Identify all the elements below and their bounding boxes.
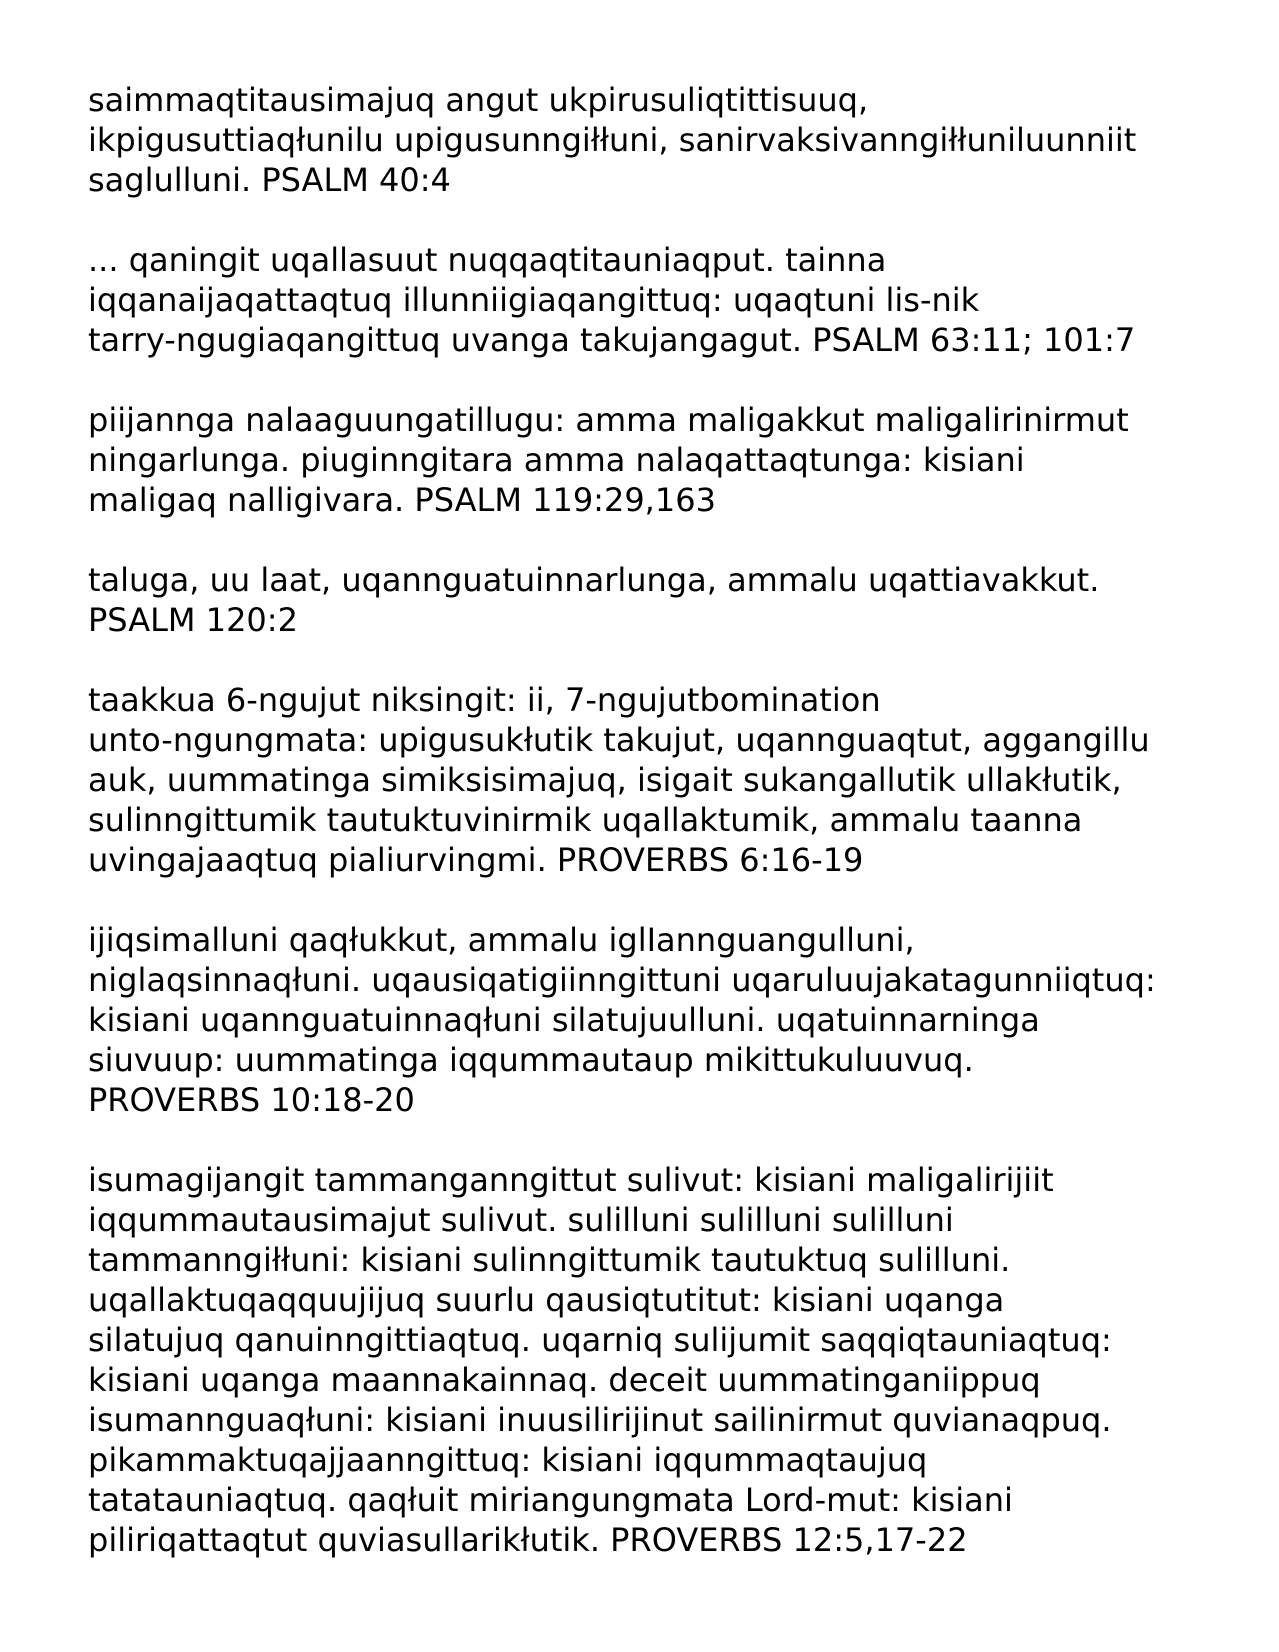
verse-line: piijannga nalaaguungatillugu: amma maligakkut maligalirinirmut (88, 401, 1129, 439)
verse-line: unto-ngungmata: upigusukłutik takujut, uqannguaqtut, aggangillu (88, 721, 1150, 759)
verse-line: PROVERBS 10:18-20 (88, 1081, 415, 1119)
verse-line: isumagijangit tammanganngittut sulivut: kisiani maligalirijiit (88, 1161, 1054, 1199)
verse-block-psalm-63 (88, 240, 1208, 360)
verse-block-psalm-120 (88, 560, 1208, 640)
verse-line: saimmaqtitausimajuq angut ukpirusuliqtittisuuq, (88, 81, 869, 119)
verse-line: tarry-ngugiaqangittuq uvanga takujangagut. PSALM 63:11; 101:7 (88, 321, 1136, 359)
verse-block-proverbs-12 (88, 1160, 1208, 1560)
verse-line: tammanngiłłuni: kisiani sulinngittumik tautuktuq sulilluni. (88, 1241, 1011, 1279)
verse-block-proverbs-6 (88, 680, 1208, 880)
verse-block-proverbs-10 (88, 920, 1208, 1120)
verse-block-psalm-119 (88, 400, 1208, 520)
verse-line: uqallaktuqaqquujijuq suurlu qausiqtutitut: kisiani uqanga (88, 1281, 1005, 1319)
verse-line: siuvuup: uummatinga iqqummautaup mikittukuluuvuq. (88, 1041, 974, 1079)
verse-line: taakkua 6-ngujut niksingit: ii, 7-ngujutbomination (88, 681, 881, 719)
verse-line: PSALM 120:2 (88, 601, 298, 639)
verse-line: niglaqsinnaqłuni. uqausiqatigiinngittuni uqaruluujakatagunniiqtuq: (88, 961, 1156, 999)
verse-line: isumannguaqłuni: kisiani inuusilirijinut sailinirmut quvianaqpuq. (88, 1401, 1112, 1439)
verse-line: auk, uummatinga simiksisimajuq, isigait sukangallutik ullakłutik, (88, 761, 1122, 799)
verse-line: kisiani uqannguatuinnaqłuni silatujuulluni. uqatuinnarninga (88, 1001, 1040, 1039)
verse-line: ikpigusuttiaqłunilu upigusunngiłłuni, sanirvaksivanngiłłuniluunniit (88, 121, 1137, 159)
verse-line: sulinngittumik tautuktuvinirmik uqallaktumik, ammalu taanna (88, 801, 1083, 839)
verse-line: kisiani uqanga maannakainnaq. deceit uummatinganiippuq (88, 1361, 1041, 1399)
document-page (88, 80, 1208, 1600)
verse-line: pikammaktuqajjaanngittuq: kisiani iqqummaqtaujuq (88, 1441, 928, 1479)
verse-line: ... qaningit uqallasuut nuqqaqtitauniaqput. tainna (88, 241, 887, 279)
verse-line: ijiqsimalluni qaqłukkut, ammalu iglIannguangulluni, (88, 921, 915, 959)
verse-line: ningarlunga. piuginngitara amma nalaqattaqtunga: kisiani (88, 441, 1025, 479)
verse-line: iqqummautausimajut sulivut. sulilluni sulilluni sulilluni (88, 1201, 954, 1239)
verse-block-psalm-40 (88, 80, 1208, 200)
verse-line: silatujuq qanuinngittiaqtuq. uqarniq sulijumit saqqiqtauniaqtuq: (88, 1321, 1112, 1359)
verse-line: iqqanaijaqattaqtuq illunniigiaqangittuq: uqaqtuni lis-nik (88, 281, 980, 319)
verse-line: taluga, uu laat, uqannguatuinnarlunga, ammalu uqattiavakkut. (88, 561, 1100, 599)
verse-line: uvingajaaqtuq pialiurvingmi. PROVERBS 6:16-19 (88, 841, 864, 879)
verse-line: saglulluni. PSALM 40:4 (88, 161, 451, 199)
verse-line: maligaq nalligivara. PSALM 119:29,163 (88, 481, 716, 519)
verse-line: piliriqattaqtut quviasullarikłutik. PROVERBS 12:5,17-22 (88, 1521, 968, 1559)
verse-line: tatatauniaqtuq. qaqłuit miriangungmata Lord-mut: kisiani (88, 1481, 1013, 1519)
